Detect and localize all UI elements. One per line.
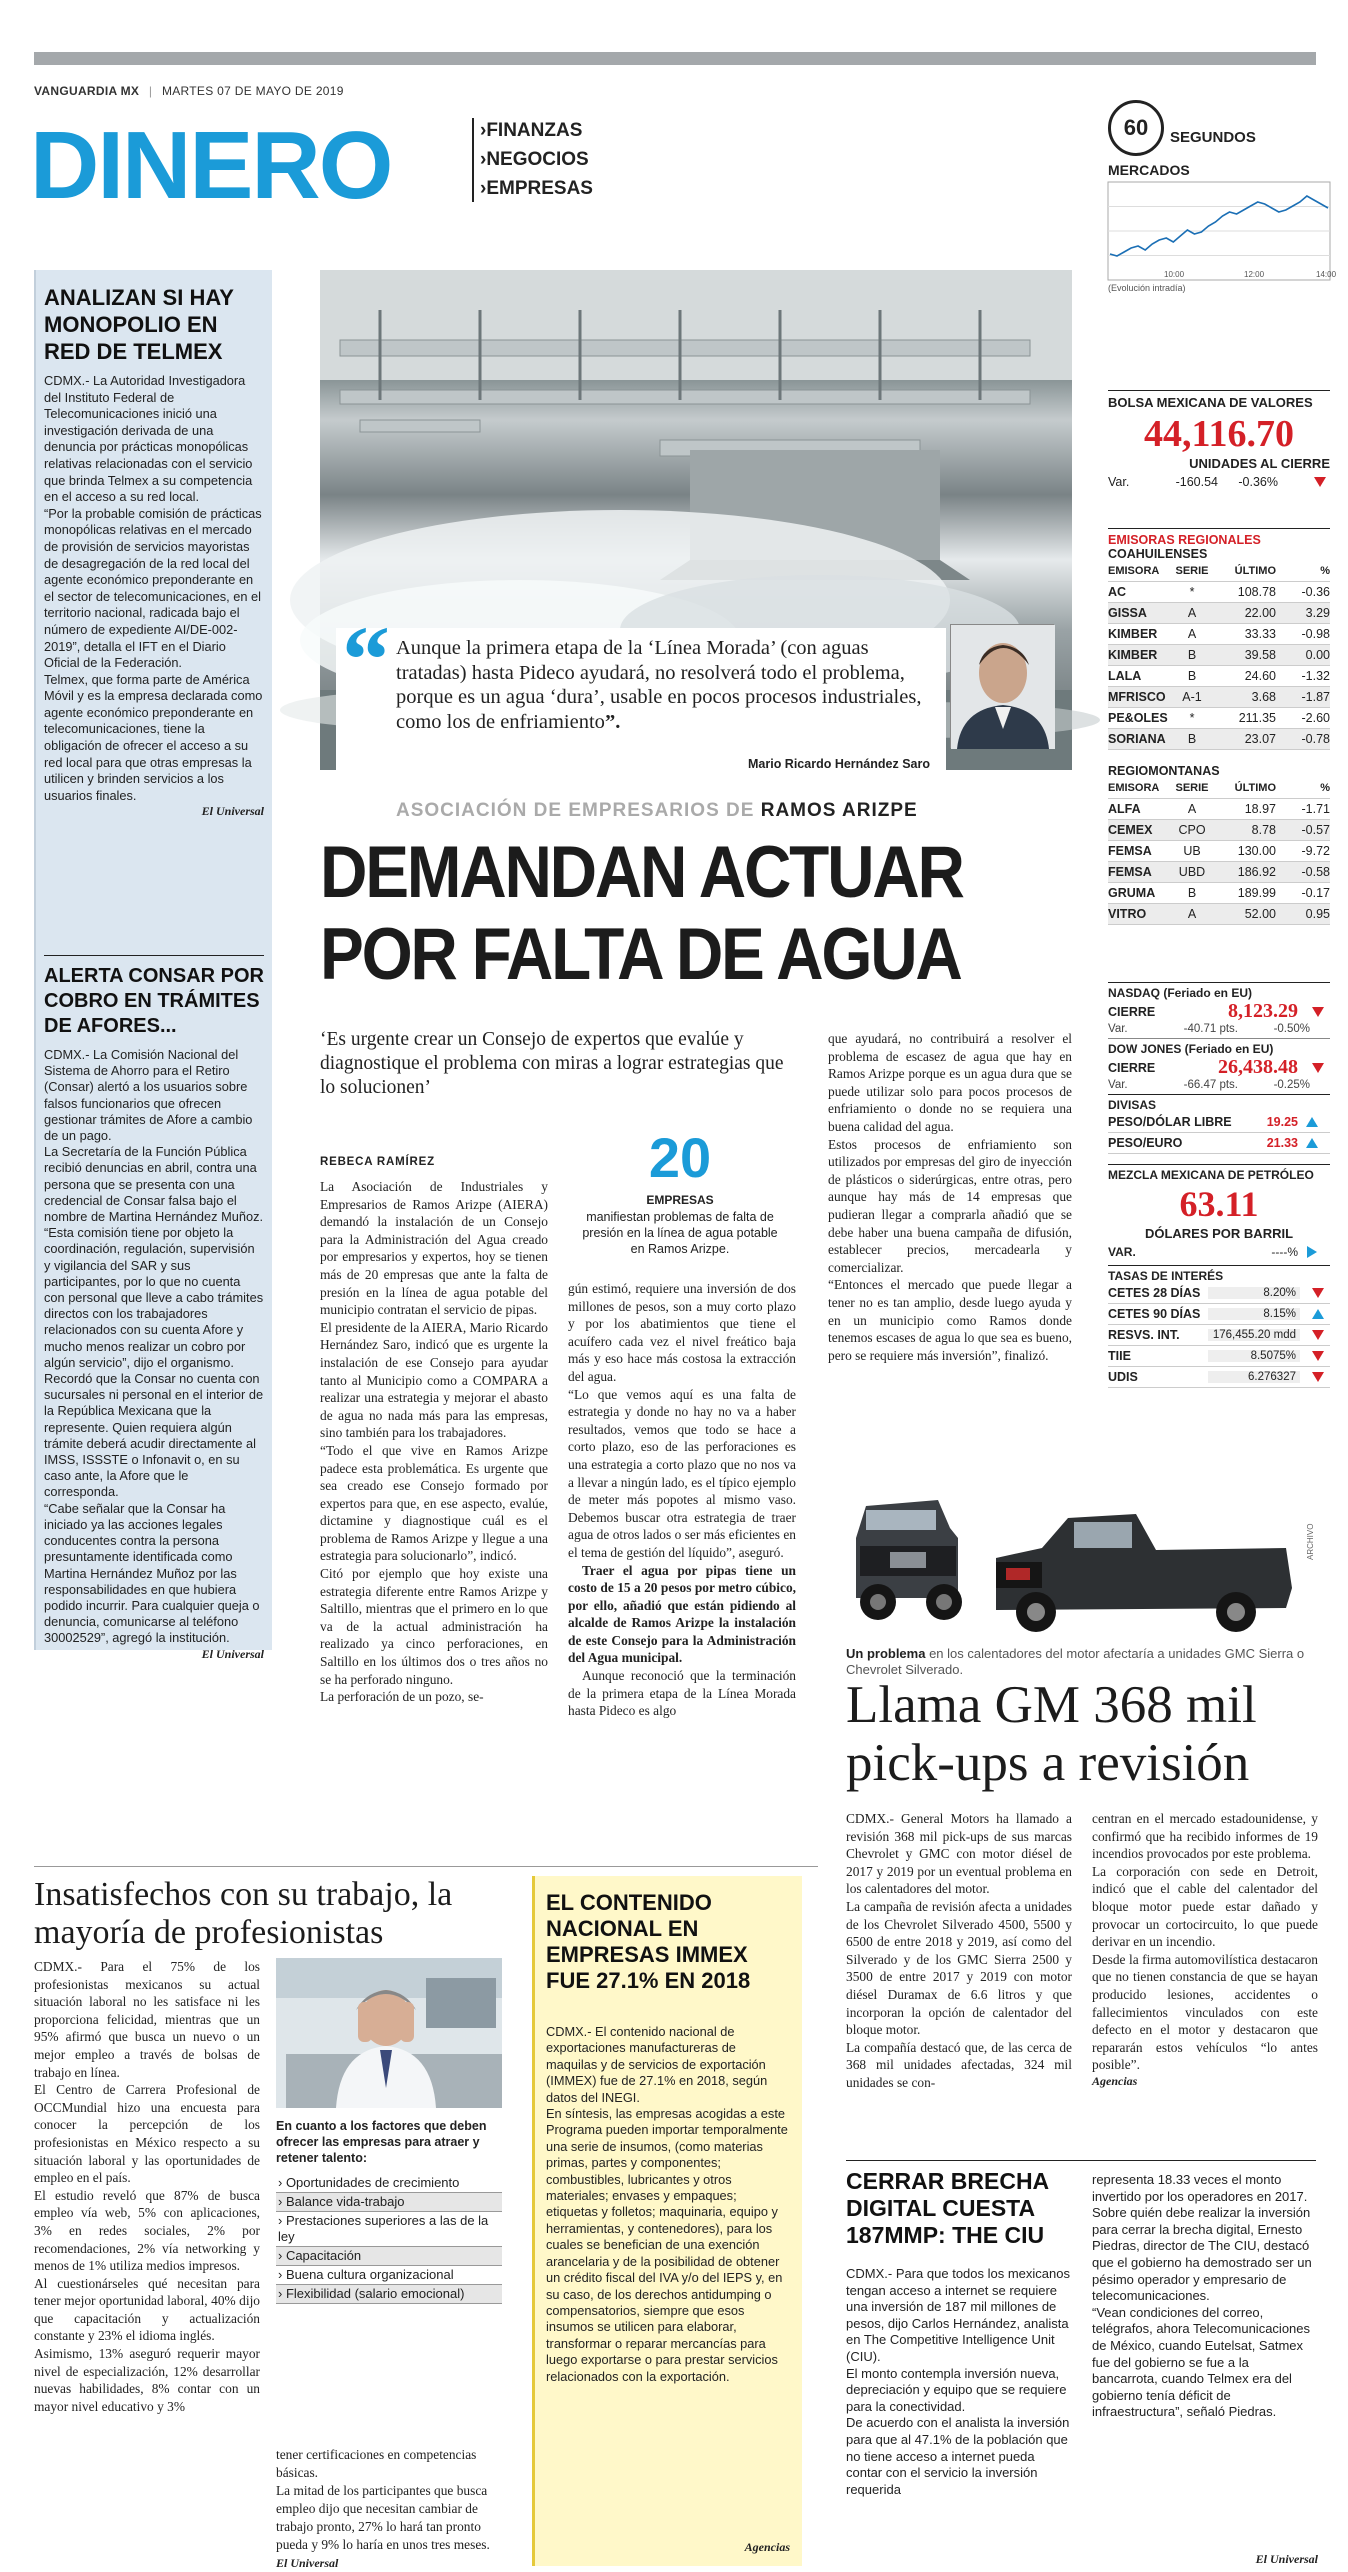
- immex-source: Agencias: [744, 2540, 790, 2554]
- table-header-cell: SERIE: [1175, 782, 1209, 794]
- intraday-caption: (Evolución intradía): [1108, 283, 1186, 293]
- stock-row: [1108, 820, 1330, 841]
- bmv-var: Var. -160.54 -0.36%: [1108, 475, 1330, 489]
- deck: ‘Es urgente crear un Consejo de expertos que evalúe y diagnostique el problema con miras a lograr estrategias que lo solucionen’: [320, 1029, 784, 1098]
- stock-cell: PE&OLES: [1108, 711, 1168, 725]
- stock-cell: -2.60: [1301, 711, 1330, 725]
- rate-row: [1108, 1346, 1330, 1367]
- stock-cell: UB: [1183, 844, 1201, 858]
- stock-row: [1108, 624, 1330, 645]
- stock-cell: 18.97: [1244, 802, 1276, 816]
- byline: REBECA RAMÍREZ: [320, 1156, 435, 1168]
- stock-cell: 3.68: [1251, 690, 1276, 704]
- stock-row: [1108, 904, 1330, 925]
- talent-factor-item: › Prestaciones superiores a las de la ley: [276, 2212, 502, 2247]
- down-arrow-icon: [1312, 1372, 1324, 1382]
- section-divider: [472, 118, 474, 202]
- brief-1-source: El Universal: [201, 804, 264, 819]
- stock-cell: KIMBER: [1108, 648, 1158, 662]
- stock-row: [1108, 841, 1330, 862]
- stock-cell: 22.00: [1244, 606, 1276, 620]
- nasdaq-close: CIERRE 8,123.29: [1108, 1000, 1330, 1023]
- us-markets-block: [1108, 982, 1330, 1388]
- petroleo-title: MEZCLA MEXICANA DE PETRÓLEO: [1108, 1168, 1314, 1182]
- stock-cell: 0.95: [1305, 907, 1330, 921]
- bmv-block: [1108, 390, 1330, 489]
- petroleo-units: DÓLARES POR BARRIL: [1144, 1226, 1294, 1241]
- brief-2-body: CDMX.- La Comisión Nacional del Sistema de Ahorro para el Retiro (Consar) alertó a los usuarios sobre falsos funcionarios que ofrecen gestionar trámites de Afore a cambio de un pago. La Secretaría de la Función Pública recibió denuncias en abril, contra una persona que se presenta con una credencial de Consar falsa bajo el nombre de Martina Hernández Muñoz. “Esta comisión tiene por objeto la coordinación, regulación, supervisión y vigilancia del SAR y sus participantes, por lo que no cuenta con personal que lleve a cabo trámites directos con los trabajadores relacionados con su cuenta Afore y mucho menos realizar un cobro por algún servicio”, dijo el organismo. Recordó que la Consar no cuenta con sucursales ni personal en el interior de la República Mexicana que la represente. Quien requiera algún trámite deberá acudir directamente al IMSS, ISSSTE o Infonavit o, en su caso ante, la Afore que le corresponda. “Cabe señalar que la Consar ha iniciado ya las acciones legales conducentes contra la persona presuntamente identificada como Martina Hernández Muñoz por las responsabilidades en que hubiera podido incurrir. Para cualquier queja o denuncia, comunicarse al teléfono 30002529”, agregó la institución.: [44, 1047, 264, 1646]
- stock-row: [1108, 862, 1330, 883]
- tasas-table: [1108, 1283, 1330, 1388]
- stock-cell: -9.72: [1301, 844, 1330, 858]
- sidebar-brief-2: [44, 964, 264, 1662]
- rate-value: 8.15%: [1208, 1308, 1300, 1320]
- talent-factor-item: › Oportunidades de crecimiento: [276, 2174, 502, 2193]
- bmv-title: BOLSA MEXICANA DE VALORES: [1108, 395, 1313, 410]
- stock-cell: UBD: [1178, 865, 1206, 879]
- coah-table: [1108, 561, 1330, 750]
- stock-cell: ALFA: [1108, 802, 1141, 816]
- stock-cell: *: [1189, 585, 1195, 599]
- stock-cell: B: [1187, 886, 1197, 900]
- sixty-badge-icon: 60: [1108, 100, 1164, 156]
- stock-cell: 33.33: [1244, 627, 1276, 641]
- stock-cell: -0.58: [1301, 865, 1330, 879]
- stock-cell: -0.17: [1301, 886, 1330, 900]
- rate-label: CETES 90 DÍAS: [1108, 1307, 1201, 1321]
- sixty-seconds: [1108, 100, 1330, 156]
- article-col-2: [568, 1280, 796, 1720]
- down-arrow-icon: [1312, 1007, 1324, 1017]
- quote-mark-icon: “: [342, 606, 390, 713]
- stock-cell: -1.71: [1301, 802, 1330, 816]
- coah-title: COAHUILENSES: [1108, 547, 1208, 561]
- stock-cell: -1.32: [1301, 669, 1330, 683]
- sidebar-brief-1: [44, 284, 264, 819]
- stock-cell: -0.98: [1301, 627, 1330, 641]
- ciu-rule: [846, 2160, 1316, 2161]
- trucks-photo: [846, 1478, 1316, 1646]
- peso-dolar-row: PESO/DÓLAR LIBRE 19.25: [1108, 1112, 1330, 1133]
- stock-row: [1108, 708, 1330, 729]
- down-arrow-icon: [1312, 1351, 1324, 1361]
- stock-row: [1108, 603, 1330, 624]
- stock-row: [1108, 582, 1330, 603]
- stock-cell: 23.07: [1244, 732, 1276, 746]
- pull-quote: Aunque la primera etapa de la ‘Línea Morada’ (con aguas tratadas) hasta Pideco ayudará, no resolverá todo el problema, porque es un agua ‘dura’, usable en pocos procesos industriales, como los de enfriamiento”.: [396, 637, 922, 733]
- up-arrow-icon: [1306, 1117, 1318, 1127]
- talent-factor-item: › Flexibilidad (salario emocional): [276, 2285, 502, 2304]
- article-col-3: que ayudará, no contribuirá a resolver el problema de escasez de agua que hay en Ramos Arizpe porque es un agua dura que se puede utilizar solo para pocos procesos de enfriamiento o donde no se requiera una buena calidad del agua. Estos procesos de enfriamiento son utilizados por empresas del giro de inyección de plásticos o siderúrgicas, entre otras, pero aunque hay más de 14 empresas que pudieran llegar a comprarla añadió que se debe haber una buena campaña de difusión, establecer precios, mercadearla y comercializar. “Entonces el mercado que puede llegar a tener no es tan amplio, desde luego ayuda y en un municipio como Ramos donde tenemos escases de agua lo que sea es bueno, pero se requiere más inversión”, finalizó.: [828, 1031, 1072, 1363]
- stock-cell: *: [1189, 711, 1195, 725]
- rate-value: 8.5075%: [1208, 1350, 1300, 1362]
- stock-cell: A-1: [1182, 690, 1202, 704]
- insat-list: [276, 2174, 502, 2304]
- stock-cell: GISSA: [1108, 606, 1147, 620]
- talent-factor-item: › Buena cultura organizacional: [276, 2266, 502, 2285]
- kicker: [396, 800, 918, 822]
- insat-col-2-wrap: [276, 2446, 502, 2572]
- nasdaq-title: NASDAQ (Feriado en EU): [1108, 986, 1253, 1000]
- stock-row: [1108, 799, 1330, 820]
- stock-cell: -1.87: [1301, 690, 1330, 704]
- photo-credit: ARCHIVO: [1306, 1523, 1315, 1560]
- table-header-cell: %: [1320, 565, 1330, 577]
- peso-euro-row: PESO/EURO 21.33: [1108, 1133, 1330, 1154]
- stock-cell: 52.00: [1244, 907, 1276, 921]
- subsection-negocios[interactable]: ›NEGOCIOS: [480, 149, 589, 170]
- nasdaq-var: Var. -40.71 pts. -0.50%: [1108, 1023, 1310, 1035]
- stock-cell: A: [1187, 627, 1197, 641]
- mercados-label: MERCADOS: [1108, 162, 1190, 178]
- petroleo-value: 63.11: [1179, 1184, 1259, 1224]
- insat-box-title: En cuanto a los factores que deben ofrecer las empresas para atraer y retener talento:: [276, 2119, 487, 2165]
- stock-cell: -0.78: [1301, 732, 1330, 746]
- down-arrow-icon: [1314, 477, 1326, 487]
- subsections: [480, 116, 593, 203]
- stock-cell: 189.99: [1237, 886, 1276, 900]
- stock-cell: 211.35: [1238, 711, 1276, 725]
- regio-table: [1108, 778, 1330, 925]
- rate-row: [1108, 1283, 1330, 1304]
- pull-quote-text: Aunque la primera etapa de la ‘Línea Morada’ (con aguas tratadas) hasta Pideco ayudará, no resolverá todo el problema, porque es un agua ‘dura’, usable en pocos procesos industriales, como los de enfriamiento: [396, 637, 922, 733]
- brief-1-body: CDMX.- La Autoridad Investigadora del Instituto Federal de Telecomunicaciones inició una investigación derivada de una denuncia por prácticas monopólicas relativas relacionadas con el servicio que brinda Telmex a su competencia en el acceso a su red local. “Por la probable comisión de prácticas monopólicas relativas en el mercado de provisión de servicios mayoristas de desagregación de la red local del agente económico preponderante en el sector de telecomunicaciones, en el territorio nacional, radicada bajo el número de expediente AI/DE-002-2019”, detalla el IFT en el Diario Oficial de la Federación. Telmex, que forma parte de América Móvil y es la empresa declarada como agente económico preponderante en telecomunicaciones, tiene la obligación de ofrecer el acceso a su red local para que otras empresas la utilicen y brinden servicios a los usuarios finales.: [44, 373, 263, 803]
- rate-value: 8.20%: [1208, 1287, 1300, 1299]
- headline-line-1: DEMANDAN ACTUAR: [320, 832, 963, 913]
- stock-cell: 24.60: [1244, 669, 1276, 683]
- subsection-finanzas[interactable]: ›FINANZAS: [480, 120, 583, 141]
- segundos-label: SEGUNDOS: [1170, 128, 1256, 146]
- chart-tick-label: 12:00: [1244, 270, 1265, 279]
- masthead-line: VANGUARDIA MX | MARTES 07 DE MAYO DE 2019: [34, 84, 344, 98]
- rate-row: [1108, 1367, 1330, 1388]
- subsection-empresas[interactable]: ›EMPRESAS: [480, 178, 593, 199]
- gm-col-2-wrap: [1092, 1810, 1318, 2089]
- dow-var: Var. -66.47 pts. -0.25%: [1108, 1079, 1310, 1091]
- table-header: [1108, 778, 1330, 799]
- stock-cell: 39.58: [1244, 648, 1276, 662]
- stock-row: [1108, 687, 1330, 708]
- table-header-cell: %: [1320, 782, 1330, 794]
- ciu-col-2: representa 18.33 veces el monto invertido por los operadores en 2017. Sobre quién debe realizar la inversión para cerrar la brecha digital, Ernesto Piedras, director de The CIU, destacó que el gobierno ha demostrado ser un pésimo operador y empresario de telecomunicaciones. “Vean condiciones del correo, telégrafos, ahora Telecomunicaciones de México, cuando Eutelsat, Satmex fue del gobierno se fue a la bancarrota, cuando Telmex era del gobierno tenía déficit de infraestructura”, señaló Piedras.: [1092, 2172, 1312, 2420]
- gm-caption-bold: Un problema: [846, 1646, 926, 1661]
- stock-cell: VITRO: [1108, 907, 1147, 921]
- gm-caption-text: en los calentadores del motor afectaría a unidades GMC Sierra o Chevrolet Silverado.: [846, 1646, 1305, 1677]
- stock-cell: -0.57: [1301, 823, 1330, 837]
- paper-name: VANGUARDIA MX: [34, 84, 140, 98]
- brief-2-source: El Universal: [201, 1646, 264, 1661]
- brief-2-title: ALERTA CONSAR POR COBRO EN TRÁMITES DE AFORES...: [44, 965, 264, 1037]
- stock-row: [1108, 645, 1330, 666]
- stock-cell: 0.00: [1305, 648, 1330, 662]
- stock-cell: -0.36: [1301, 585, 1330, 599]
- rate-row: [1108, 1325, 1330, 1346]
- insat-box: [276, 2118, 502, 2304]
- rate-value: 176,455.20 mdd: [1208, 1329, 1300, 1341]
- article-col-2-end: Aunque reconoció que la terminación de la primera etapa de la Línea Morada hasta Pideco es algo: [568, 1668, 796, 1719]
- main-headline: [320, 832, 1004, 996]
- up-arrow-icon: [1312, 1309, 1324, 1319]
- table-header-cell: EMISORA: [1108, 782, 1160, 794]
- stock-cell: CEMEX: [1108, 823, 1153, 837]
- divisas-title: DIVISAS: [1108, 1098, 1157, 1112]
- stock-cell: 8.78: [1251, 823, 1276, 837]
- office-worker-illustration: [276, 1958, 502, 2108]
- intraday-chart: [1108, 182, 1337, 280]
- table-header: [1108, 561, 1330, 582]
- dow-close: CIERRE 26,438.48: [1108, 1056, 1330, 1079]
- stock-cell: GRUMA: [1108, 886, 1156, 900]
- bmv-units: UNIDADES AL CIERRE: [1189, 456, 1330, 471]
- talent-factor-item: › Capacitación: [276, 2247, 502, 2266]
- stock-cell: KIMBER: [1108, 627, 1158, 641]
- regional-title: EMISORAS REGIONALES: [1108, 533, 1261, 547]
- insat-col-1: CDMX.- Para el 75% de los profesionistas mexicanos su actual situación laboral no les satisface ni les proporciona felicidad, mientras que un 95% afirmó que busca un nuevo o un mejor empleo a través de bolsas de trabajo en línea. El Centro de Carrera Profesional de OCCMundial hizo una encuesta para conocer la percepción de los profesionistas en México respecto a su situación laboral y las oportunidades de empleo en el país. El estudio reveló que 87% de busca empleo vía web, 5% con aplicaciones, 3% en redes sociales, 2% por recomendaciones, 2% vía networking y menos de 1% utiliza medios impresos. Al cuestionárseles qué necesitan para tener mejor oportunidad laboral, 40% dijo que capacitación y actualización constante y 23% el idioma inglés. Asimismo, 13% aseguró requerir mayor nivel de especialización, 12% desarrollar nuevas habilidades, 8% contar con un mayor nivel educativo y 3%: [34, 1959, 260, 2414]
- table-header-cell: EMISORA: [1108, 565, 1160, 577]
- gm-col-1: CDMX.- General Motors ha llamado a revisión 368 mil pick-ups de sus marcas Chevrolet y GMC con motor diésel de 2017 y 2019 por un eventual problema en los calentadores del motor. La campaña de revisión afecta a unidades de los Chevrolet Silverado 4500, 5500 y 6500 de entre 2018 y 2019, así como del Silverado y de los GMC Sierra 2500 y 3500 de entre 2017 y 2019 con motor diésel Duramax de 6.6 litros y que incorporan la opción de calentador del bloque motor. La compañía destacó que, de las cerca de 368 mil unidades afectadas, 324 mil unidades se con-: [846, 1811, 1072, 2090]
- article-col-1: La Asociación de Industriales y Empresarios de Ramos Arizpe (AIERA) demandó la instalación de un Consejo para la Administración del Agua creado por empresarios y expertos, hoy se tienen más de 20 empresas que ante la falta de presión en la línea de agua potable del municipio contratan el servicio de pipas. El presidente de la AIERA, Mario Ricardo Hernández Saro, indicó que es urgente la instalación de ese Consejo para ayudar tanto al Municipio como a COMPARA a realizar una estrategia y mejorar el abasto de agua no nada más para las empresas, sino también para los trabajadores. “Todo el que vive en Ramos Arizpe padece esta problemática. Es urgente que sea creado ese Consejo formado por expertos para que, en ese aspecto, evalúe, dictamine y diagnostique cuál es el problema de Ramos Arizpe y llegue a una estrategia para solucionarlo”, indicó. Citó por ejemplo que hoy existe una estrategia diferente entre Ramos Arizpe y Saltillo, mientras que el primero en lo que va de la actual administración ha realizado ya cinco perforaciones, en Saltillo en los últimos dos o tres años no se ha perforado ninguno. La perforación de un pozo, se-: [320, 1179, 548, 1705]
- stock-cell: LALA: [1108, 669, 1142, 683]
- bmv-value: 44,116.70: [1144, 413, 1294, 455]
- petroleo-var: VAR. ----%: [1108, 1245, 1330, 1259]
- table-header-cell: SERIE: [1175, 565, 1209, 577]
- stock-cell: A: [1187, 907, 1197, 921]
- immex-body: CDMX.- El contenido nacional de exportaciones manufactureras de maquilas y de servicios de exportación (IMMEX) fue de 27.1% en 2018, según datos del INEGI. En síntesis, las empresas acogidas a este Programa pueden importar temporalmente una serie de insumos, (como materias primas, partes y componentes; combustibles, lubricantes y otros materiales; envases y empaques; etiquetas y folletos; maquinaria, equipo y herramientas, y contenedores), para los cuales se benefician de una exención arancelaria y de la posibilidad de obtener un crédito fiscal del IVA y/o del IEPS y, en su caso, de los derechos antidumping o compensatorios, siempre que esos insumos se utilicen para elaborar, transformar o reparar mercancías para luego exportarse o para prestar servicios relacionados con la exportación.: [546, 2024, 788, 2384]
- headline-line-2: POR FALTA DE AGUA: [320, 914, 961, 995]
- rate-label: CETES 28 DÍAS: [1108, 1286, 1201, 1300]
- tasas-title: TASAS DE INTERÉS: [1108, 1269, 1224, 1283]
- down-arrow-icon: [1312, 1288, 1324, 1298]
- up-arrow-icon: [1307, 1246, 1317, 1258]
- stat-label: EMPRESAS: [646, 1193, 714, 1207]
- quote-author: Mario Ricardo Hernández Saro: [748, 757, 930, 771]
- stock-cell: B: [1187, 669, 1197, 683]
- talent-factor-item: › Balance vida-trabajo: [276, 2193, 502, 2212]
- kicker-prefix: ASOCIACIÓN DE EMPRESARIOS DE: [396, 800, 755, 821]
- stock-cell: FEMSA: [1108, 865, 1152, 879]
- immex-headline: EL CONTENIDO NACIONAL EN EMPRESAS IMMEX FUE 27.1% EN 2018: [546, 1890, 751, 1993]
- portrait-photo: [950, 624, 1054, 748]
- stock-cell: 130.00: [1237, 844, 1276, 858]
- brief-1-title: ANALIZAN SI HAY MONOPOLIO EN RED DE TELMEX: [44, 285, 234, 364]
- market-panel: [1108, 100, 1337, 293]
- stock-cell: 3.29: [1305, 606, 1330, 620]
- dow-title: DOW JONES (Feriado en EU): [1108, 1042, 1274, 1056]
- section-rule: [34, 1866, 818, 1867]
- stock-cell: FEMSA: [1108, 844, 1152, 858]
- chart-tick-label: 10:00: [1164, 270, 1185, 279]
- gm-col-2: centran en el mercado estadounidense, y confirmó que ha recibido informes de 19 incendios provocados por este problema. La corporación con sede en Detroit, indicó que el cable del calentador del bloque motor puede estar dañado y provocar un cortocircuito, lo que puede derivar en un incendio. Desde la firma automovilística destacaron que no tienen constancia de que se hayan producido lesiones, accidentes o fallecimientos vinculados con este defecto en el motor y destacaron que repararán estos vehículos “lo antes posible”.: [1092, 1811, 1318, 2073]
- stat-text: manifiestan problemas de falta de presión en la línea de agua potable en Ramos Arizpe.: [582, 1210, 778, 1256]
- stock-cell: A: [1187, 606, 1197, 620]
- insat-headline: Insatisfechos con su trabajo, la mayoría de profesionistas: [34, 1876, 453, 1951]
- gm-headline: Llama GM 368 mil pick-ups a revisión: [846, 1676, 1257, 1792]
- kicker-place: RAMOS ARIZPE: [760, 800, 918, 821]
- stock-cell: MFRISCO: [1108, 690, 1166, 704]
- ciu-source: El Universal: [1255, 2552, 1318, 2566]
- issue-date: MARTES 07 DE MAYO DE 2019: [161, 84, 344, 98]
- stock-cell: A: [1187, 802, 1197, 816]
- top-bar: [34, 52, 1316, 65]
- trucks-illustration: [846, 1478, 1316, 1646]
- insat-source: El Universal: [276, 2556, 339, 2570]
- stat-number: 20: [648, 1126, 712, 1189]
- ciu-col-1: CDMX.- Para que todos los mexicanos tengan acceso a internet se requiere una inversión de 187 mil millones de pesos, dijo Carlos Hernández, analista en The Competitive Intelligence Unit (CIU). El monto contempla inversión nueva, depreciación y equipo que se requiere para la conectividad. De acuerdo con el analista la inversión para que al 47.1% de la población que no tiene acceso a internet pueda contar con el servicio la inversión requerida: [846, 2266, 1070, 2497]
- stock-cell: B: [1187, 732, 1197, 746]
- rate-value: 6.276327: [1208, 1371, 1300, 1383]
- regional-block: [1108, 528, 1330, 925]
- rate-label: RESVS. INT.: [1108, 1328, 1180, 1342]
- section-title: DINERO: [30, 112, 392, 219]
- gm-source: Agencias: [1092, 2073, 1138, 2088]
- stock-cell: SORIANA: [1108, 732, 1166, 746]
- stock-row: [1108, 666, 1330, 687]
- chart-tick-label: 14:00: [1316, 270, 1337, 279]
- regio-title: REGIOMONTANAS: [1108, 764, 1220, 778]
- stock-cell: 186.92: [1237, 865, 1276, 879]
- table-header-cell: ÚLTIMO: [1234, 782, 1276, 794]
- down-arrow-icon: [1312, 1330, 1324, 1340]
- stock-row: [1108, 883, 1330, 904]
- sidebar-separator: [44, 955, 264, 956]
- article-col-2-text: gún estimó, requiere una inversión de dos millones de pesos, son a muy corto plazo y por los abatimientos que tiene el acuífero cada vez el nivel freático baja más y eso hace más costosa la extracción del agua. “Lo que vemos aquí es una falta de estrategia y donde no hay no va a haber resultados, vemos que todo se hace a corto plazo, eso de las perforaciones es una estrategia a corto plazo que no nos va a llevar a ningún lado, es el típico ejemplo de meter más popotes al mismo vaso. Debemos buscar otra estrategia de traer agua de otros lados o ser más eficientes en el tema de gestión del líquido”, aseguró.: [568, 1281, 796, 1560]
- stock-cell: AC: [1108, 585, 1127, 599]
- rate-row: [1108, 1304, 1330, 1325]
- stock-cell: 108.78: [1237, 585, 1276, 599]
- rate-label: TIIE: [1108, 1349, 1131, 1363]
- down-arrow-icon: [1312, 1063, 1324, 1073]
- up-arrow-icon: [1306, 1138, 1318, 1148]
- table-header-cell: ÚLTIMO: [1234, 565, 1276, 577]
- rate-label: UDIS: [1108, 1370, 1138, 1384]
- stock-row: [1108, 729, 1330, 750]
- portrait-illustration: [951, 625, 1055, 749]
- stock-cell: B: [1187, 648, 1197, 662]
- article-col-2-bold: Traer el agua por pipas tiene un costo de 15 a 20 pesos por metro cúbico, por ello, añadió que están pidiendo al alcalde de Ramos Arizpe la instalación de este Consejo para la Administración del Agua municipal.: [568, 1562, 796, 1666]
- ciu-headline: CERRAR BRECHA DIGITAL CUESTA 187MMP: THE CIU: [846, 2168, 1049, 2248]
- stock-cell: CPO: [1178, 823, 1206, 837]
- insat-col-2: tener certificaciones en competencias básicas. La mitad de los participantes que busca empleo dijo que necesitan cambiar de trabajo pronto, 27% lo hará tan pronto pueda y 9% lo haría en unos tres meses.: [276, 2447, 490, 2552]
- gm-caption: [846, 1646, 1316, 1678]
- office-photo: [276, 1958, 502, 2108]
